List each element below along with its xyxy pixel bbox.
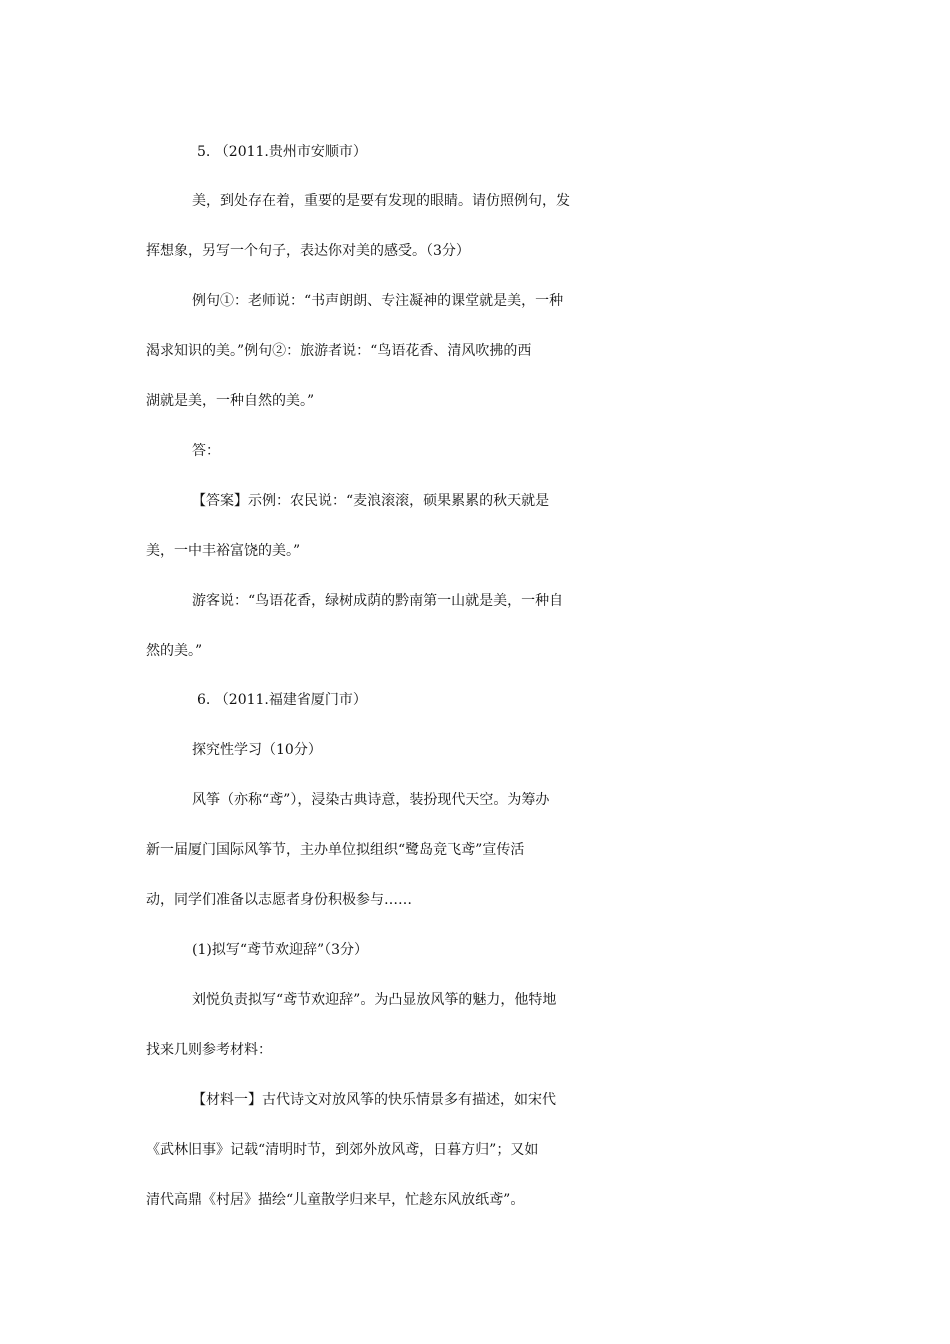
paragraph-line: 新一届厦门国际风筝节，主办单位拟组织“鹭岛竞飞鸢”宣传活 [146, 842, 525, 858]
answer-label: 答： [192, 443, 220, 459]
question-6-heading: 6. （2011.福建省厦门市） [197, 692, 367, 708]
paragraph-line: 【材料一】古代诗文对放风筝的快乐情景多有描述，如宋代 [192, 1092, 556, 1108]
question-5-heading: 5. （2011.贵州市安顺市） [197, 144, 367, 160]
paragraph-line: 渴求知识的美。”例句②：旅游者说：“鸟语花香、清风吹拂的西 [146, 343, 532, 359]
paragraph-line: 美，到处存在着，重要的是要有发现的眼睛。请仿照例句，发 [192, 193, 570, 209]
paragraph-line: 动，同学们准备以志愿者身份积极参与…… [146, 892, 412, 908]
paragraph-line: 例句①：老师说：“书声朗朗、专注凝神的课堂就是美，一种 [192, 293, 564, 309]
paragraph-line: 清代高鼎《村居》描绘“儿童散学归来早，忙趁东风放纸鸢”。 [146, 1192, 525, 1208]
paragraph-line: 【答案】示例：农民说：“麦浪滚滚，硕果累累的秋天就是 [192, 493, 550, 509]
paragraph-line: 风筝（亦称“鸢”），浸染古典诗意，装扮现代天空。为筹办 [192, 792, 550, 808]
paragraph-line: 《武林旧事》记载“清明时节，到郊外放风鸢，日暮方归”；又如 [146, 1142, 539, 1158]
paragraph-line: 游客说：“鸟语花香，绿树成荫的黔南第一山就是美，一种自 [192, 593, 564, 609]
paragraph-line: 美，一中丰裕富饶的美。” [146, 543, 301, 559]
paragraph-line: 挥想象，另写一个句子，表达你对美的感受。（3分） [146, 243, 470, 259]
section-heading: 探究性学习（10分） [192, 742, 322, 758]
paragraph-line: 找来几则参考材料： [146, 1042, 272, 1058]
paragraph-line: 湖就是美，一种自然的美。” [146, 393, 315, 409]
paragraph-line: 刘悦负责拟写“鸢节欢迎辞”。为凸显放风筝的魅力，他特地 [192, 992, 557, 1008]
sub-question-heading: (1)拟写“鸢节欢迎辞”（3分） [192, 942, 369, 958]
paragraph-line: 然的美。” [146, 643, 203, 659]
